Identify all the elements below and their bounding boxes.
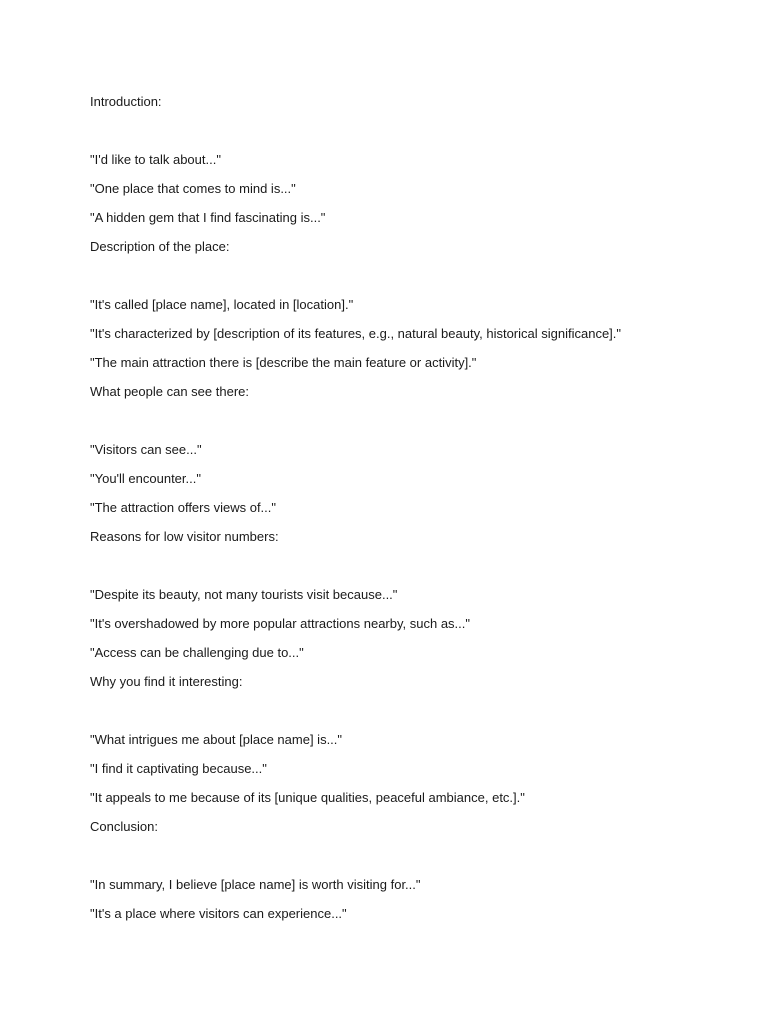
phrase-line: "It appeals to me because of its [unique qualities, peaceful ambiance, etc.]." [90,790,525,805]
phrase-line: "I'd like to talk about..." [90,152,221,167]
section-heading: Conclusion: [90,819,158,834]
section-heading: Reasons for low visitor numbers: [90,529,279,544]
spacer [90,110,730,151]
phrase-line: "The attraction offers views of..." [90,500,277,515]
phrase-line: "The main attraction there is [describe the main feature or activity]." [90,355,477,370]
spacer [90,690,730,731]
section-why-interesting [90,673,730,806]
section-heading: What people can see there: [90,384,249,399]
section-heading: Introduction: [90,94,162,109]
spacer [90,400,730,441]
section-heading: Description of the place: [90,239,230,254]
spacer [90,255,730,296]
section-description [90,238,730,371]
phrase-line: "One place that comes to mind is..." [90,181,296,196]
spacer [90,545,730,586]
phrase-line: "Visitors can see..." [90,442,202,457]
section-conclusion [90,818,730,922]
spacer [90,835,730,876]
phrase-line: "It's characterized by [description of its features, e.g., natural beauty, historical significance]." [90,326,622,341]
phrase-line: "It's overshadowed by more popular attractions nearby, such as..." [90,616,470,631]
phrase-line: "What intrigues me about [place name] is..." [90,732,343,747]
section-introduction [90,93,730,226]
phrase-line: "A hidden gem that I find fascinating is..." [90,210,326,225]
phrase-line: "It's a place where visitors can experience..." [90,906,347,921]
document-body [90,93,730,934]
phrase-line: "It's called [place name], located in [location]." [90,297,354,312]
section-heading: Why you find it interesting: [90,674,243,689]
phrase-line: "Despite its beauty, not many tourists visit because..." [90,587,398,602]
section-what-people-see [90,383,730,516]
phrase-line: "In summary, I believe [place name] is worth visiting for..." [90,877,421,892]
phrase-line: "Access can be challenging due to..." [90,645,304,660]
phrase-line: "I find it captivating because..." [90,761,267,776]
section-low-visitor-reasons [90,528,730,661]
phrase-line: "You'll encounter..." [90,471,201,486]
